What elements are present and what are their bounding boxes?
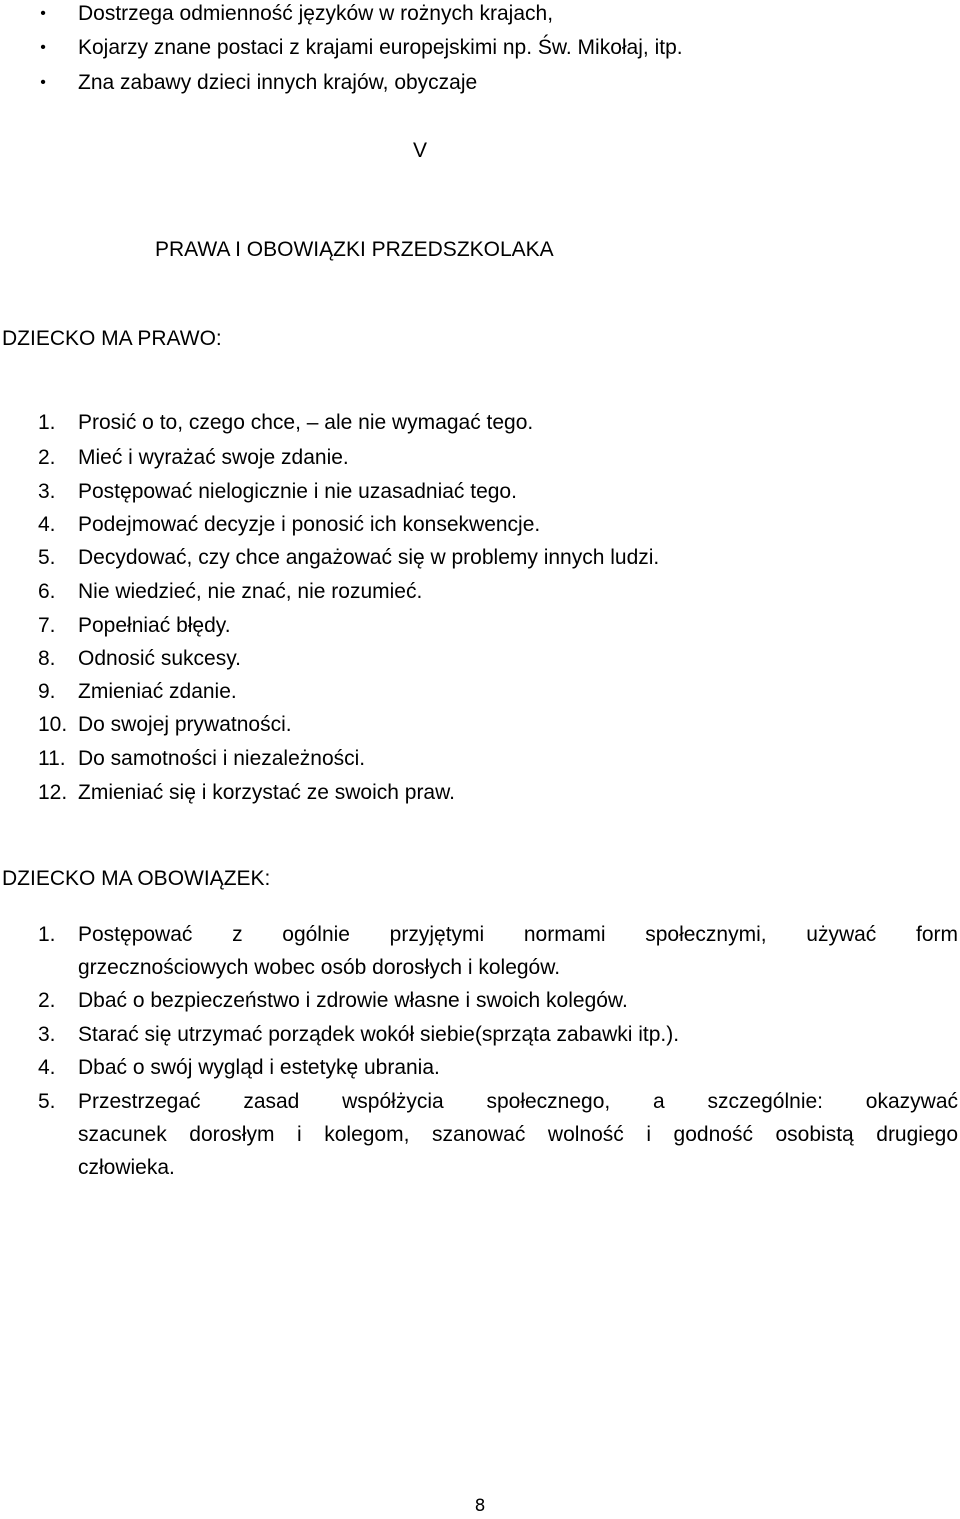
list-item xyxy=(0,445,960,471)
list-item xyxy=(0,679,960,705)
section-number: V xyxy=(412,139,427,162)
list-item xyxy=(0,1022,960,1048)
list-item xyxy=(0,780,960,806)
list-item-text: Popełniać błędy. xyxy=(78,614,231,637)
list-item-text: Przestrzegać zasad współżycia społecznego, a szczególnie: okazywać xyxy=(78,1090,958,1113)
list-item xyxy=(0,410,960,436)
list-item-text: Starać się utrzymać porządek wokół siebie(sprząta zabawki itp.). xyxy=(78,1023,680,1046)
page-number: 8 xyxy=(474,1496,486,1516)
list-item-text: Prosić o to, czego chce, – ale nie wymagać tego. xyxy=(78,411,534,434)
list-item-text: Postępować nielogicznie i nie uzasadniać tego. xyxy=(78,480,517,503)
list-item-number: 11. xyxy=(38,747,66,770)
list-item-number: 6. xyxy=(38,580,56,603)
list-item xyxy=(0,646,960,672)
list-item-number: 7. xyxy=(38,614,56,637)
list-item-text: Zmieniać zdanie. xyxy=(78,680,237,703)
list-item-text: Dbać o swój wygląd i estetykę ubrania. xyxy=(78,1056,440,1079)
list-item-number: 3. xyxy=(38,1023,56,1046)
list-item-number: 2. xyxy=(38,446,56,469)
list-item-text: Do samotności i niezależności. xyxy=(78,747,366,770)
list-item-number: 2. xyxy=(38,989,56,1012)
list-item-text: Dbać o bezpieczeństwo i zdrowie własne i swoich kolegów. xyxy=(78,989,628,1012)
rights-heading: DZIECKO MA PRAWO: xyxy=(2,327,222,350)
bullet-icon: • xyxy=(40,74,46,91)
bullet-icon: • xyxy=(40,5,46,22)
list-item-number: 10. xyxy=(38,713,68,736)
list-item xyxy=(0,579,960,605)
list-item xyxy=(0,35,960,61)
list-item-text-continued: człowieka. xyxy=(78,1156,175,1179)
list-item-number: 4. xyxy=(38,1056,56,1079)
list-item-text: Decydować, czy chce angażować się w problemy innych ludzi. xyxy=(78,546,660,569)
list-item xyxy=(0,746,960,772)
list-item xyxy=(0,512,960,538)
list-item-text-continued: szacunek dorosłym i kolegom, szanować wolność i godność osobistą drugiego xyxy=(78,1123,958,1146)
list-item xyxy=(0,613,960,639)
list-item-text: Odnosić sukcesy. xyxy=(78,647,242,670)
list-item xyxy=(0,1055,960,1081)
duties-heading: DZIECKO MA OBOWIĄZEK: xyxy=(2,867,271,890)
list-item-text: Podejmować decyzje i ponosić ich konsekwencje. xyxy=(78,513,541,536)
list-item-text-continued: grzecznościowych wobec osób dorosłych i kolegów. xyxy=(78,956,561,979)
list-item-number: 9. xyxy=(38,680,56,703)
list-item-text: Mieć i wyrażać swoje zdanie. xyxy=(78,446,349,469)
list-item-text: Nie wiedzieć, nie znać, nie rozumieć. xyxy=(78,580,423,603)
list-item-number: 5. xyxy=(38,1090,56,1113)
list-item-number: 4. xyxy=(38,513,56,536)
list-item-text: Postępować z ogólnie przyjętymi normami społecznymi, używać form xyxy=(78,923,958,946)
list-item xyxy=(0,712,960,738)
list-item-text: Do swojej prywatności. xyxy=(78,713,292,736)
bullet-icon: • xyxy=(40,39,46,56)
list-item xyxy=(0,70,960,96)
list-item-number: 1. xyxy=(38,411,56,434)
section-title: PRAWA I OBOWIĄZKI PRZEDSZKOLAKA xyxy=(155,238,554,261)
list-item-number: 12. xyxy=(38,781,68,804)
list-item-number: 1. xyxy=(38,923,56,946)
list-item-number: 3. xyxy=(38,480,56,503)
list-item-text: Zna zabawy dzieci innych krajów, obyczaje xyxy=(78,71,478,94)
list-item xyxy=(0,988,960,1014)
list-item-number: 8. xyxy=(38,647,56,670)
list-item-number: 5. xyxy=(38,546,56,569)
list-item xyxy=(0,1,960,27)
list-item-text: Kojarzy znane postaci z krajami europejskimi np. Św. Mikołaj, itp. xyxy=(78,36,683,59)
list-item-text: Zmieniać się i korzystać ze swoich praw. xyxy=(78,781,455,804)
list-item xyxy=(0,545,960,571)
list-item xyxy=(0,479,960,505)
list-item-text: Dostrzega odmienność języków w rożnych krajach, xyxy=(78,2,554,25)
